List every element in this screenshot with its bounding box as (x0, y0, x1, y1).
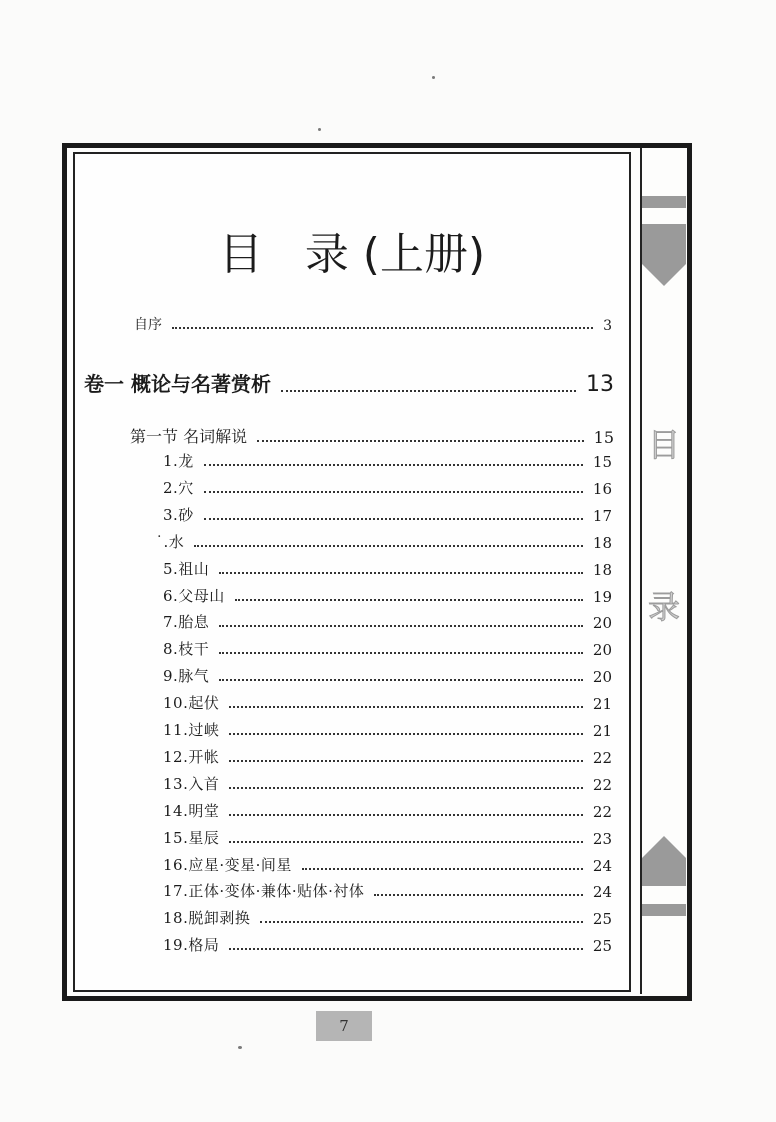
toc-page: 21 (592, 722, 612, 740)
leader-dots (257, 439, 584, 442)
spine-band-top (642, 196, 686, 208)
toc-page: 24 (592, 883, 612, 902)
leader-dots (229, 840, 583, 843)
leader-dots (229, 705, 583, 708)
toc-row-item (163, 746, 612, 767)
toc-label: 12.开帐 (163, 747, 220, 766)
toc-label: 16.应星·变星·间星 (163, 855, 292, 874)
toc-page: 21 (592, 695, 612, 714)
toc-page: 19 (592, 587, 612, 606)
toc-label: 卷一 概论与名著赏析 (84, 372, 271, 396)
spine-band-bottom (642, 904, 686, 916)
toc-page: 22 (592, 802, 612, 821)
toc-label: 9.脉气 (163, 667, 210, 686)
toc-page: 20 (592, 641, 612, 660)
toc-row-item (163, 531, 612, 552)
leader-dots (235, 598, 583, 601)
toc-page: 22 (592, 748, 612, 767)
leader-dots (204, 490, 583, 493)
leader-dots (302, 867, 583, 870)
toc-label: 5.祖山 (163, 559, 210, 578)
toc-page: 25 (592, 937, 612, 956)
spine-char-lu: 录 (647, 588, 680, 626)
toc-label: 7.胎息 (163, 613, 210, 632)
leader-dots (229, 732, 583, 735)
toc-page: 23 (592, 829, 612, 848)
toc-page: 18 (592, 560, 612, 579)
toc-label: 8.枝干 (163, 640, 210, 659)
toc-page: 15 (592, 453, 612, 471)
toc-label: 3.砂 (163, 505, 194, 524)
toc-row-section (130, 424, 614, 447)
toc-page: 20 (592, 614, 612, 633)
leader-dots (219, 571, 583, 574)
leader-dots (281, 389, 576, 392)
toc-row-item (163, 907, 612, 928)
toc-page: 18 (592, 533, 612, 552)
leader-dots (194, 544, 583, 547)
spine-block-bottom (642, 858, 686, 886)
toc-page: 3 (603, 318, 612, 334)
leader-dots (204, 517, 583, 520)
toc-row-volume (84, 368, 614, 397)
toc-row-item (163, 585, 612, 606)
toc-label: ̇.水 (163, 532, 185, 551)
leader-dots (219, 624, 583, 627)
scan-speck (432, 76, 435, 79)
toc-label: 15.星辰 (163, 828, 220, 847)
leader-dots (260, 920, 583, 923)
toc-page: 22 (592, 775, 612, 794)
toc-row-item (163, 773, 612, 794)
leader-dots (229, 947, 583, 950)
toc-row-item (163, 934, 612, 955)
toc-row-item (163, 638, 612, 659)
toc-label: 13.入首 (163, 774, 220, 793)
toc-label: 1.龙 (163, 452, 194, 470)
leader-dots (229, 786, 583, 789)
toc-page: 15 (593, 428, 614, 447)
page-number: 7 (316, 1011, 372, 1041)
leader-dots (229, 813, 583, 816)
toc-row-preface (134, 314, 612, 334)
toc-label: 11.过峡 (163, 721, 220, 739)
leader-dots (374, 893, 582, 896)
toc-page: 13 (586, 372, 614, 397)
spine-strip (640, 148, 686, 994)
toc-row-item (163, 880, 612, 901)
leader-dots (219, 678, 583, 681)
spine-chevron-bottom-icon (642, 836, 686, 858)
toc-label: 17.正体·变体·兼体·贴体·衬体 (163, 882, 365, 901)
toc-label: 2.穴 (163, 478, 194, 497)
toc-row-item (163, 827, 612, 848)
spine-chevron-top-icon (642, 264, 686, 286)
leader-dots (219, 651, 583, 654)
leader-dots (204, 463, 583, 466)
toc-label: 10.起伏 (163, 694, 220, 713)
toc-page: 16 (592, 479, 612, 498)
toc-row-item (163, 719, 612, 740)
toc-page: 20 (592, 668, 612, 687)
scan-speck (318, 128, 321, 131)
toc-row-item (163, 450, 612, 471)
toc-label: 14.明堂 (163, 801, 220, 820)
toc-label: 6.父母山 (163, 586, 225, 605)
toc-row-item (163, 611, 612, 632)
toc-page: 24 (592, 856, 612, 875)
page-title: 目 录 (上册) (218, 229, 486, 280)
toc-page: 17 (592, 506, 612, 525)
toc-row-item (163, 800, 612, 821)
toc-label: 第一节 名词解说 (130, 427, 248, 446)
scan-speck (238, 1046, 242, 1049)
leader-dots (229, 759, 583, 762)
toc-row-item (163, 477, 612, 498)
toc-label: 自序 (134, 317, 162, 333)
toc-row-item (163, 692, 612, 713)
toc-page: 25 (592, 910, 612, 929)
leader-dots (172, 326, 593, 329)
spine-char-mu: 目 (647, 426, 680, 464)
toc-row-item (163, 558, 612, 579)
spine-block-top (642, 224, 686, 264)
toc-row-item (163, 665, 612, 686)
toc-label: 19.格局 (163, 936, 220, 955)
toc-row-item (163, 504, 612, 525)
toc-label: 18.脱卸剥换 (163, 909, 251, 928)
toc-row-item (163, 854, 612, 875)
